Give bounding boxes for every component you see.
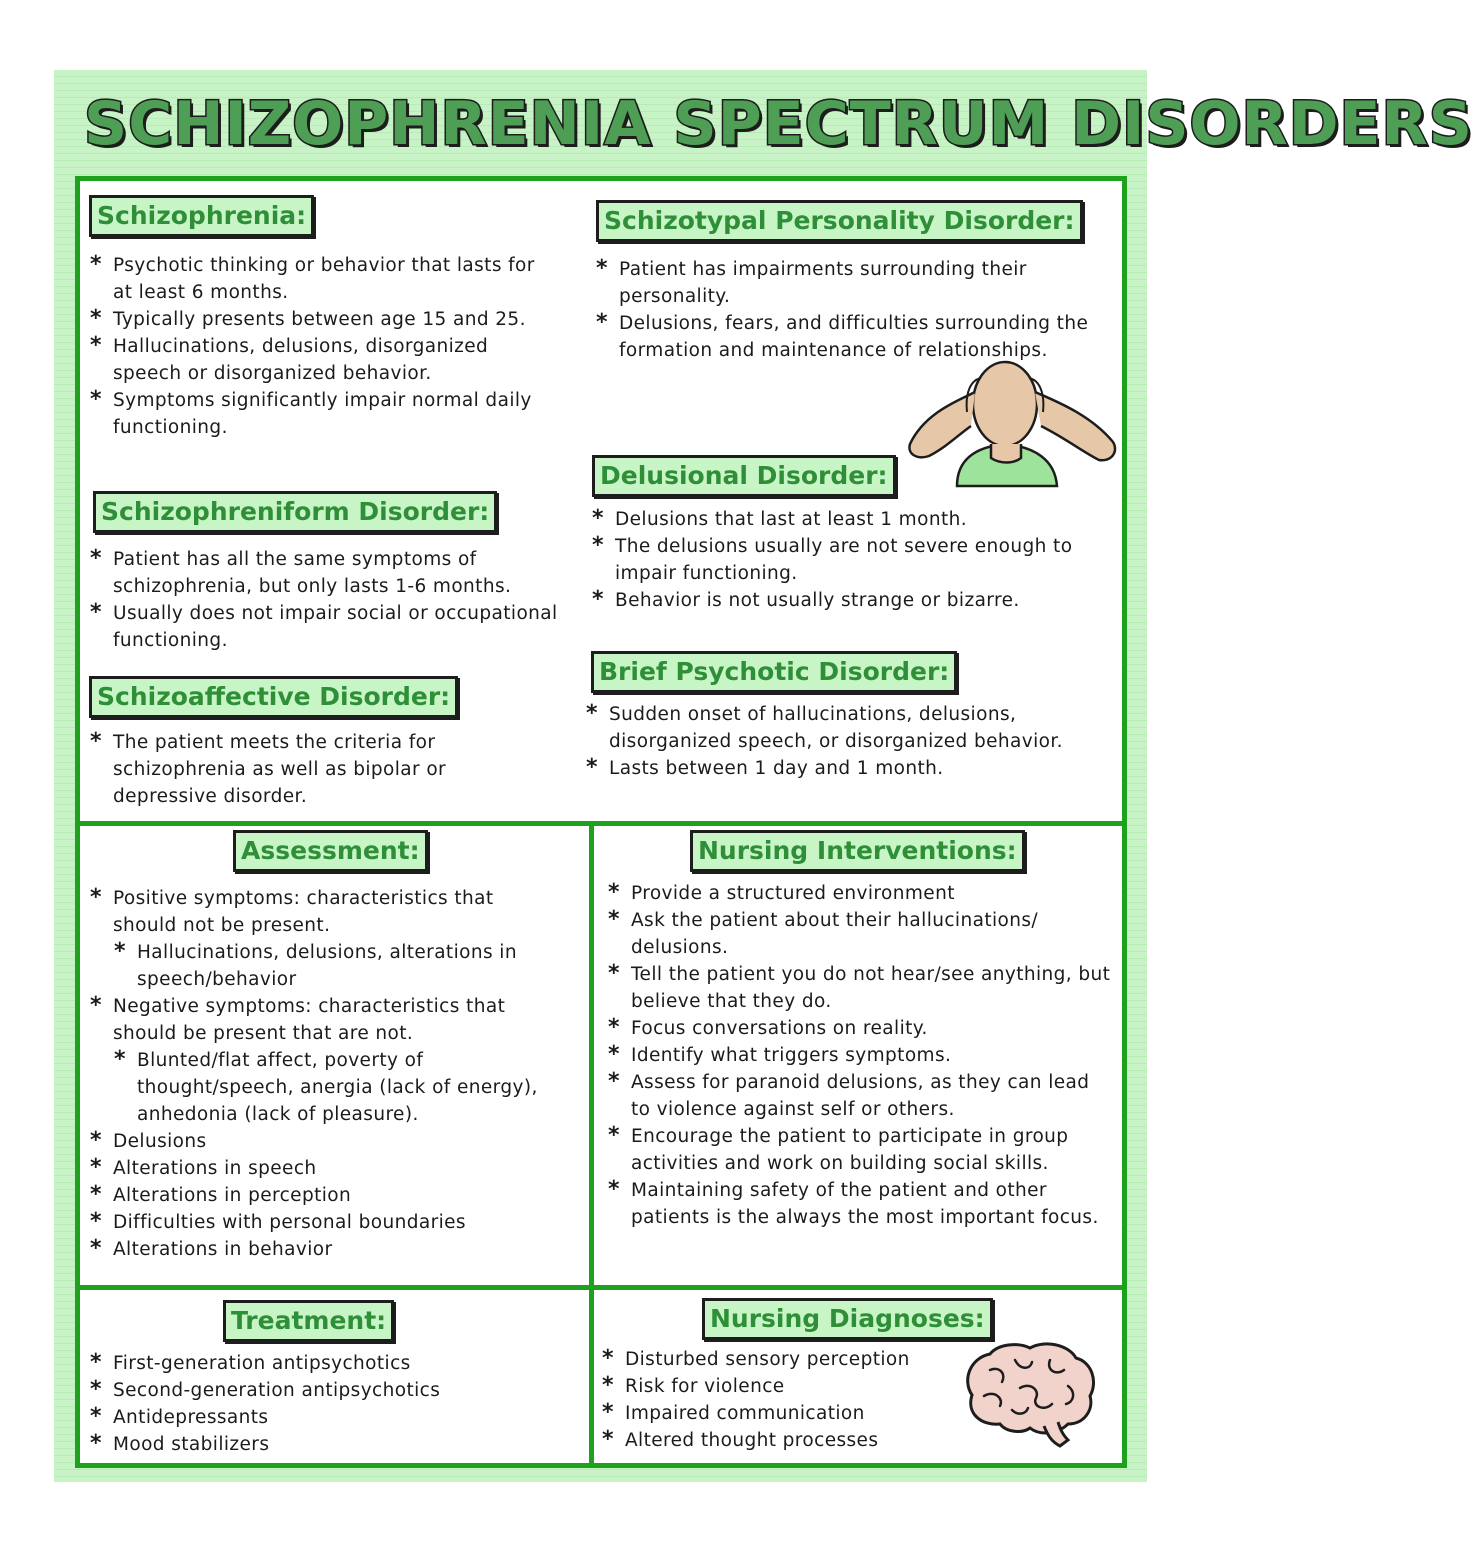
- heading-delusional: Delusional Disorder:: [592, 455, 896, 497]
- list-item: * Mood stabilizers: [90, 1431, 550, 1458]
- list-item: * Delusions: [90, 1128, 555, 1155]
- heading-schizophreniform: Schizophreniform Disorder:: [93, 491, 497, 533]
- list-item: * Delusions, fears, and difficulties surrounding the formation and maintenance of relationships.: [596, 310, 1101, 364]
- list-brief-psychotic: [586, 701, 1086, 782]
- list-item: * Second-generation antipsychotics: [90, 1377, 550, 1404]
- list-item: * Positive symptoms: characteristics that should not be present.: [90, 885, 555, 939]
- list-item: * Assess for paranoid delusions, as they can lead to violence against self or others.: [608, 1069, 1113, 1123]
- list-item: * Hallucinations, delusions, disorganized speech or disorganized behavior.: [90, 333, 550, 387]
- list-item: * Difficulties with personal boundaries: [90, 1209, 555, 1236]
- list-item: * Psychotic thinking or behavior that lasts for at least 6 months.: [90, 252, 550, 306]
- list-item: * Usually does not impair social or occupational functioning.: [90, 600, 565, 654]
- list-item: * Encourage the patient to participate in group activities and work on building social skills.: [608, 1123, 1113, 1177]
- list-item: * Alterations in behavior: [90, 1236, 555, 1263]
- list-item: * Symptoms significantly impair normal daily functioning.: [90, 387, 550, 441]
- heading-schizoaffective: Schizoaffective Disorder:: [89, 676, 458, 718]
- list-item: * Alterations in speech: [90, 1155, 555, 1182]
- page-title: SCHIZOPHRENIA SPECTRUM DISORDERS: [84, 89, 1473, 159]
- list-item: * Alterations in perception: [90, 1182, 555, 1209]
- list-item: * Tell the patient you do not hear/see anything, but believe that they do.: [608, 961, 1113, 1015]
- list-nursing-interventions: [608, 880, 1113, 1231]
- heading-brief-psychotic: Brief Psychotic Disorder:: [591, 651, 957, 693]
- list-item: * Blunted/flat affect, poverty of thought/speech, anergia (lack of energy), anhedonia (lack of pleasure).: [114, 1047, 555, 1128]
- list-item: * Identify what triggers symptoms.: [608, 1042, 1113, 1069]
- list-item: * Antidepressants: [90, 1404, 550, 1431]
- list-item: * Behavior is not usually strange or bizarre.: [592, 587, 1102, 614]
- divider-vertical: [589, 821, 594, 1468]
- person-holding-head-illustration: [905, 352, 1120, 486]
- list-schizophreniform: [90, 546, 565, 654]
- list-item: * The patient meets the criteria for schizophrenia as well as bipolar or depressive disorder.: [90, 729, 510, 810]
- heading-schizophrenia: Schizophrenia:: [89, 195, 314, 237]
- heading-nursing-interventions: Nursing Interventions:: [690, 830, 1025, 872]
- list-item: * Provide a structured environment: [608, 880, 1113, 907]
- list-schizophrenia: [90, 252, 550, 441]
- brain-illustration: [960, 1340, 1098, 1450]
- divider-horizontal-middle: [75, 821, 1127, 826]
- list-schizoaffective: [90, 729, 510, 810]
- list-item: * Impaired communication: [602, 1400, 962, 1427]
- list-item: * Disturbed sensory perception: [602, 1346, 962, 1373]
- list-item: * Delusions that last at least 1 month.: [592, 506, 1102, 533]
- list-item: * Typically presents between age 15 and 25.: [90, 306, 550, 333]
- list-delusional: [592, 506, 1102, 614]
- list-item: * Negative symptoms: characteristics that should be present that are not.: [90, 993, 555, 1047]
- list-item: * Sudden onset of hallucinations, delusions, disorganized speech, or disorganized behavior.: [586, 701, 1086, 755]
- list-item: * Patient has all the same symptoms of schizophrenia, but only lasts 1-6 months.: [90, 546, 565, 600]
- list-item: * Lasts between 1 day and 1 month.: [586, 755, 1086, 782]
- list-item: * Patient has impairments surrounding their personality.: [596, 256, 1101, 310]
- list-schizotypal: [596, 256, 1101, 364]
- list-item: * Maintaining safety of the patient and other patients is the always the most important focus.: [608, 1177, 1113, 1231]
- list-item: * Ask the patient about their hallucinations/ delusions.: [608, 907, 1113, 961]
- list-item: * First-generation antipsychotics: [90, 1350, 550, 1377]
- divider-horizontal-bottom: [75, 1285, 1127, 1290]
- list-assessment: [90, 885, 555, 1263]
- list-item: * Risk for violence: [602, 1373, 962, 1400]
- heading-schizotypal: Schizotypal Personality Disorder:: [596, 200, 1083, 242]
- list-item: * Hallucinations, delusions, alterations in speech/behavior: [114, 939, 555, 993]
- heading-treatment: Treatment:: [223, 1300, 394, 1342]
- list-item: * Focus conversations on reality.: [608, 1015, 1113, 1042]
- list-item: * The delusions usually are not severe enough to impair functioning.: [592, 533, 1102, 587]
- list-nursing-diagnoses: [602, 1346, 962, 1454]
- heading-assessment: Assessment:: [233, 830, 428, 872]
- list-treatment: [90, 1350, 550, 1458]
- heading-nursing-diagnoses: Nursing Diagnoses:: [702, 1298, 993, 1340]
- list-item: * Altered thought processes: [602, 1427, 962, 1454]
